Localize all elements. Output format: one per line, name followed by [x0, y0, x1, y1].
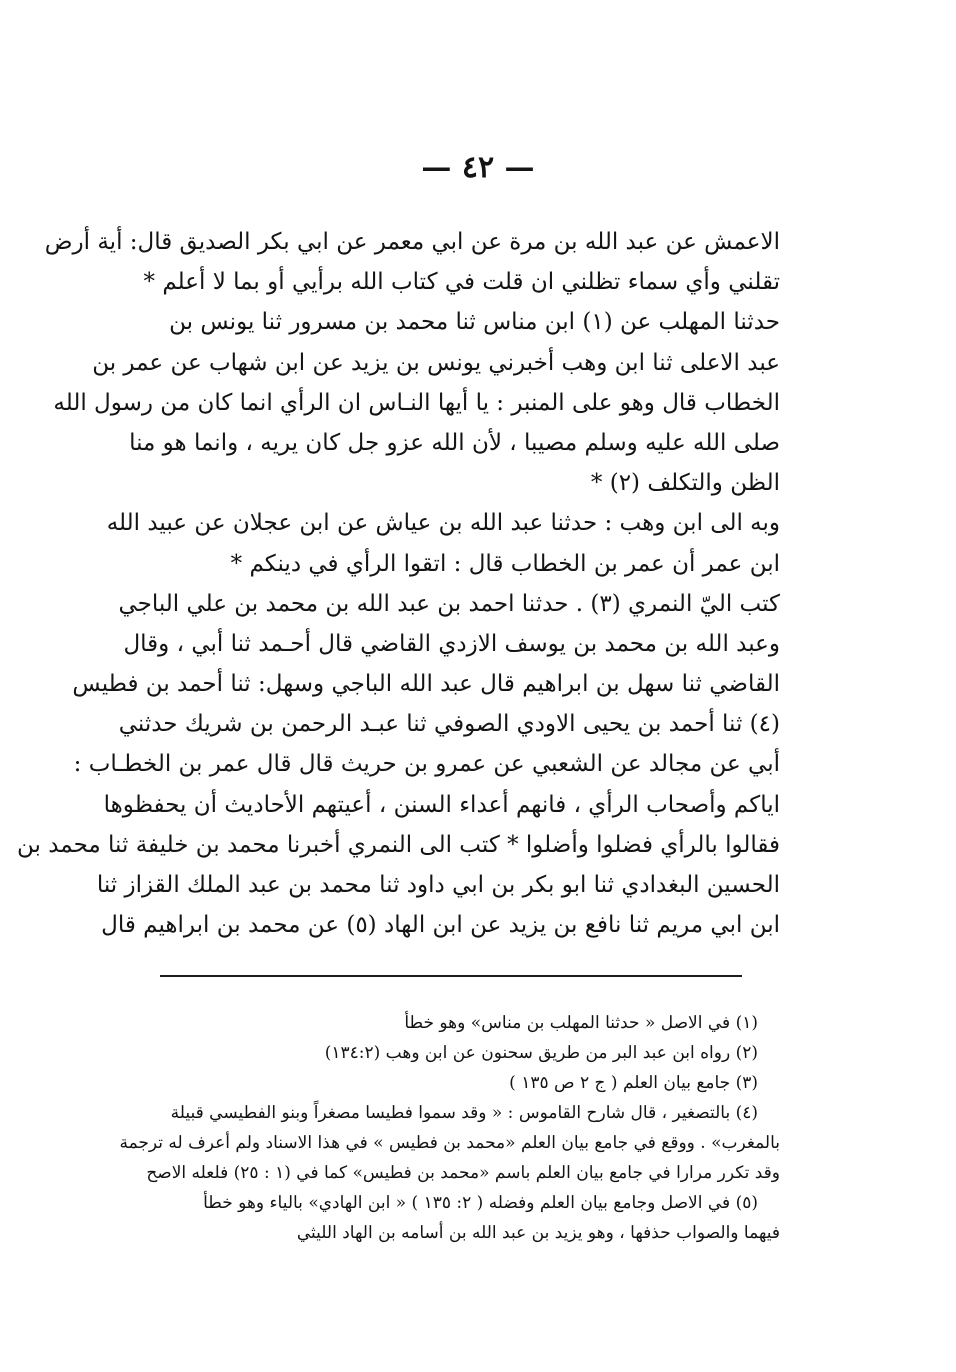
footnote-line: (١) في الاصل « حدثنا المهلب بن مناس» وهو خطأ [404, 1013, 758, 1033]
footnote-line: بالمغرب» . ووقع في جامع بيان العلم «محمد بن فطيس » في هذا الاسناد ولم أعرف له ترجمة [119, 1133, 780, 1153]
footnote-line: (٤) بالتصغير ، قال شارح القاموس : « وقد سموا فطيسا مصغراً وبنو الفطيسي قبيلة [170, 1103, 758, 1123]
footnote-line: فيهما والصواب حذفها ، وهو يزيد بن عبد الله بن أسامه بن الهاد الليثي [296, 1223, 780, 1243]
text-line: كتب اليّ النمري (٣) . حدثنا احمد بن عبد الله بن محمد بن علي الباجي [118, 590, 780, 617]
text-line: تقلني وأي سماء تظلني ان قلت في كتاب الله برأيي أو بما لا أعلم * [143, 269, 780, 296]
text-line: ابن عمر أن عمر بن الخطاب قال : اتقوا الرأي في دينكم * [230, 550, 780, 577]
main-text [16, 222, 780, 945]
footnote-line: (٥) في الاصل وجامع بيان العلم وفضله ( ٢: ١٣٥ ) « ابن الهادي» بالياء وهو خطأ [203, 1193, 758, 1213]
footnotes [119, 1008, 780, 1248]
text-line: فقالوا بالرأي فضلوا وأضلوا * كتب الى النمري أخبرنا محمد بن خليفة ثنا محمد بن [16, 831, 780, 858]
footnote-line: (٣) جامع بيان العلم ( ج ٢ ص ١٣٥ ) [509, 1073, 758, 1093]
text-line: اياكم وأصحاب الرأي ، فانهم أعداء السنن ، أعيتهم الأحاديث أن يحفظوها [103, 791, 780, 818]
text-line: ابن ابي مريم ثنا نافع بن يزيد عن ابن الهاد (٥) عن محمد بن ابراهيم قال [101, 912, 780, 939]
footnote-line: وقد تكرر مرارا في جامع بيان العلم باسم «محمد بن فطيس» كما في (١ : ٢٥) فلعله الاصح [146, 1163, 780, 1183]
text-line: الاعمش عن عبد الله بن مرة عن ابي معمر عن ابي بكر الصديق قال: أية أرض [44, 229, 780, 255]
text-line: حدثنا المهلب عن (١) ابن مناس ثنا محمد بن مسرور ثنا يونس بن [169, 309, 780, 336]
text-line: الحسين البغدادي ثنا ابو بكر بن ابي داود ثنا محمد بن عبد الملك القزاز ثنا [96, 872, 780, 898]
text-line: أبي عن مجالد عن الشعبي عن عمرو بن حريث قال قال عمر بن الخطـاب : [73, 751, 780, 778]
text-line: الخطاب قال وهو على المنبر : يا أيها النـاس ان الرأي انما كان من رسول الله [53, 389, 780, 416]
text-line: القاضي ثنا سهل بن ابراهيم قال عبد الله الباجي وسهل: ثنا أحمد بن فطيس [72, 671, 780, 698]
text-line: (٤) ثنا أحمد بن يحيى الاودي الصوفي ثنا عبـد الرحمن بن شريك حدثني [118, 711, 780, 738]
footnote-divider [160, 975, 742, 977]
text-line: وعبد الله بن محمد بن يوسف الازدي القاضي قال أحـمد ثنا أبي ، وقال [123, 630, 780, 657]
text-line: صلى الله عليه وسلم مصيبا ، لأن الله عزو جل كان يريه ، وانما هو منا [129, 429, 780, 456]
page-number: — ٤٢ — [421, 150, 535, 185]
text-line: الظن والتكلف (٢) * [590, 470, 780, 497]
text-line: وبه الى ابن وهب : حدثنا عبد الله بن عياش عن ابن عجلان عن عبيد الله [106, 510, 780, 537]
text-line: عبد الاعلى ثنا ابن وهب أخبرني يونس بن يزيد عن ابن شهاب عن عمر بن [92, 349, 780, 376]
footnote-line: (٢) رواه ابن عبد البر من طريق سحنون عن ابن وهب (١٣٤:٢) [324, 1043, 758, 1063]
